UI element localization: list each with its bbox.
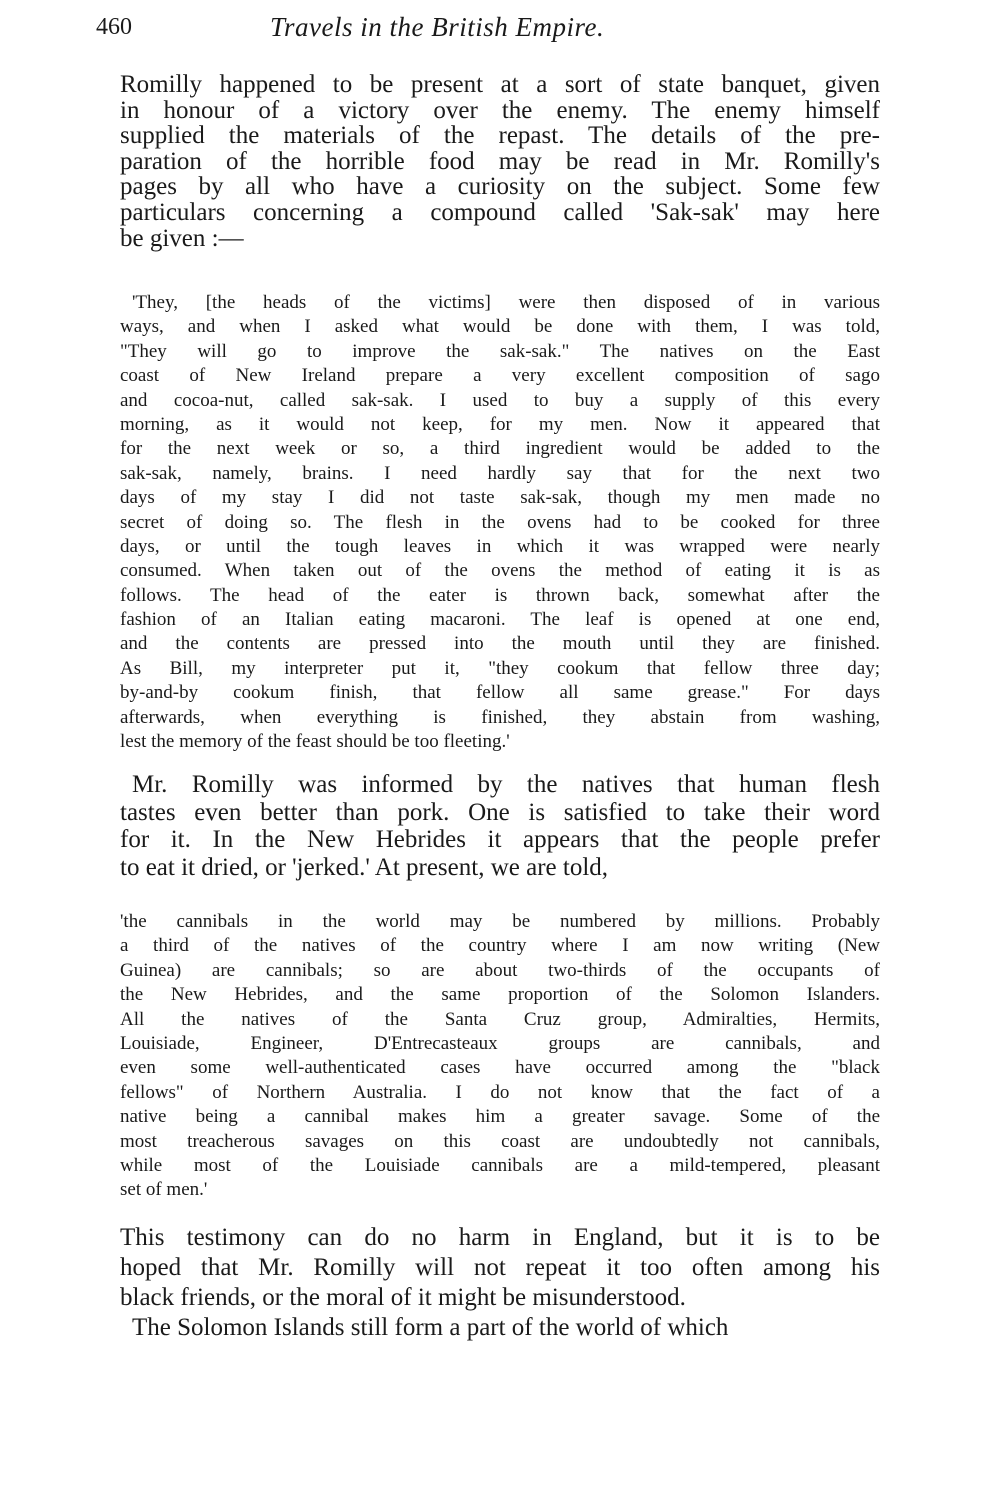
text-line: 'the cannibals in the world may be numbered by millions. Probably [120, 911, 880, 932]
text-line: and cocoa-nut, called sak-sak. I used to buy a supply of this every [120, 389, 880, 411]
page-number: 460 [96, 14, 132, 40]
text-line: lest the memory of the feast should be too fleeting.' [120, 731, 510, 753]
text-line: even some well-authenticated cases have occurred among the "black [120, 1057, 880, 1079]
text-line: while most of the Louisiade cannibals are a mild-tempered, pleasant [120, 1154, 880, 1176]
quote-2 [120, 910, 880, 1203]
text-line: black friends, or the moral of it might be misunderstood. [120, 1284, 686, 1311]
text-line: consumed. When taken out of the ovens the method of eating it is as [120, 560, 880, 582]
text-line: sak-sak, namely, brains. I need hardly say that for the next two [120, 462, 880, 484]
text-line: Mr. Romilly was informed by the natives that human flesh [132, 771, 880, 798]
text-line: by-and-by cookum finish, that fellow all same grease." For days [120, 682, 880, 704]
text-line: for the next week or so, a third ingredient would be added to the [120, 438, 880, 460]
text-line: coast of New Ireland prepare a very excellent composition of sago [120, 365, 880, 387]
text-line: "They will go to improve the sak-sak." The natives on the East [120, 340, 880, 362]
quote-1 [120, 291, 880, 754]
text-line: be given :— [120, 224, 244, 252]
text-line: days of my stay I did not taste sak-sak, though my men made no [120, 487, 880, 509]
text-line: the New Hebrides, and the same proportion of the Solomon Islanders. [120, 984, 880, 1006]
text-line: for it. In the New Hebrides it appears that the people prefer [120, 826, 880, 853]
text-line: afterwards, when everything is finished, they abstain from washing, [120, 706, 880, 728]
text-line: 'They, [the heads of the victims] were then disposed of in various [132, 292, 880, 313]
text-line: in honour of a victory over the enemy. The enemy himself [120, 96, 880, 124]
text-line: follows. The head of the eater is thrown back, somewhat after the [120, 584, 880, 606]
text-line: a third of the natives of the country where I am now writing (New [120, 935, 880, 957]
text-line: particulars concerning a compound called 'Sak-sak' may here [120, 198, 880, 226]
text-line: native being a cannibal makes him a greater savage. Some of the [120, 1106, 880, 1128]
paragraph-3 [120, 1223, 880, 1343]
paragraph-2 [120, 771, 880, 881]
text-line: The Solomon Islands still form a part of the world of which [132, 1314, 729, 1341]
text-line: Louisiade, Engineer, D'Entrecasteaux groups are cannibals, and [120, 1032, 880, 1054]
text-line: Romilly happened to be present at a sort of state banquet, given [120, 71, 880, 98]
text-line: secret of doing so. The flesh in the ovens had to be cooked for three [120, 511, 880, 533]
text-line: to eat it dried, or 'jerked.' At present, we are told, [120, 853, 609, 881]
text-line: hoped that Mr. Romilly will not repeat it too often among his [120, 1254, 880, 1281]
text-line: fellows" of Northern Australia. I do not know that the fact of a [120, 1081, 880, 1103]
paragraph-1 [120, 72, 880, 251]
text-line: set of men.' [120, 1179, 208, 1201]
text-line: This testimony can do no harm in England, but it is to be [120, 1224, 880, 1251]
text-line: days, or until the tough leaves in which it was wrapped were nearly [120, 535, 880, 557]
text-line: and the contents are pressed into the mouth until they are finished. [120, 633, 880, 655]
text-line: supplied the materials of the repast. The details of the pre- [120, 122, 880, 150]
text-line: fashion of an Italian eating macaroni. The leaf is opened at one end, [120, 609, 880, 631]
text-line: ways, and when I asked what would be done with them, I was told, [120, 316, 880, 338]
running-title: Travels in the British Empire. [270, 12, 605, 42]
text-line: morning, as it would not keep, for my men. Now it appeared that [120, 413, 880, 435]
text-line: most treacherous savages on this coast are undoubtedly not cannibals, [120, 1130, 880, 1152]
text-line: paration of the horrible food may be read in Mr. Romilly's [120, 147, 880, 175]
text-line: All the natives of the Santa Cruz group, Admiralties, Hermits, [120, 1008, 880, 1030]
text-line: Guinea) are cannibals; so are about two-thirds of the occupants of [120, 959, 880, 981]
text-line: tastes even better than pork. One is satisfied to take their word [120, 798, 880, 826]
text-line: As Bill, my interpreter put it, "they cookum that fellow three day; [120, 657, 880, 679]
text-line: pages by all who have a curiosity on the subject. Some few [120, 173, 880, 201]
